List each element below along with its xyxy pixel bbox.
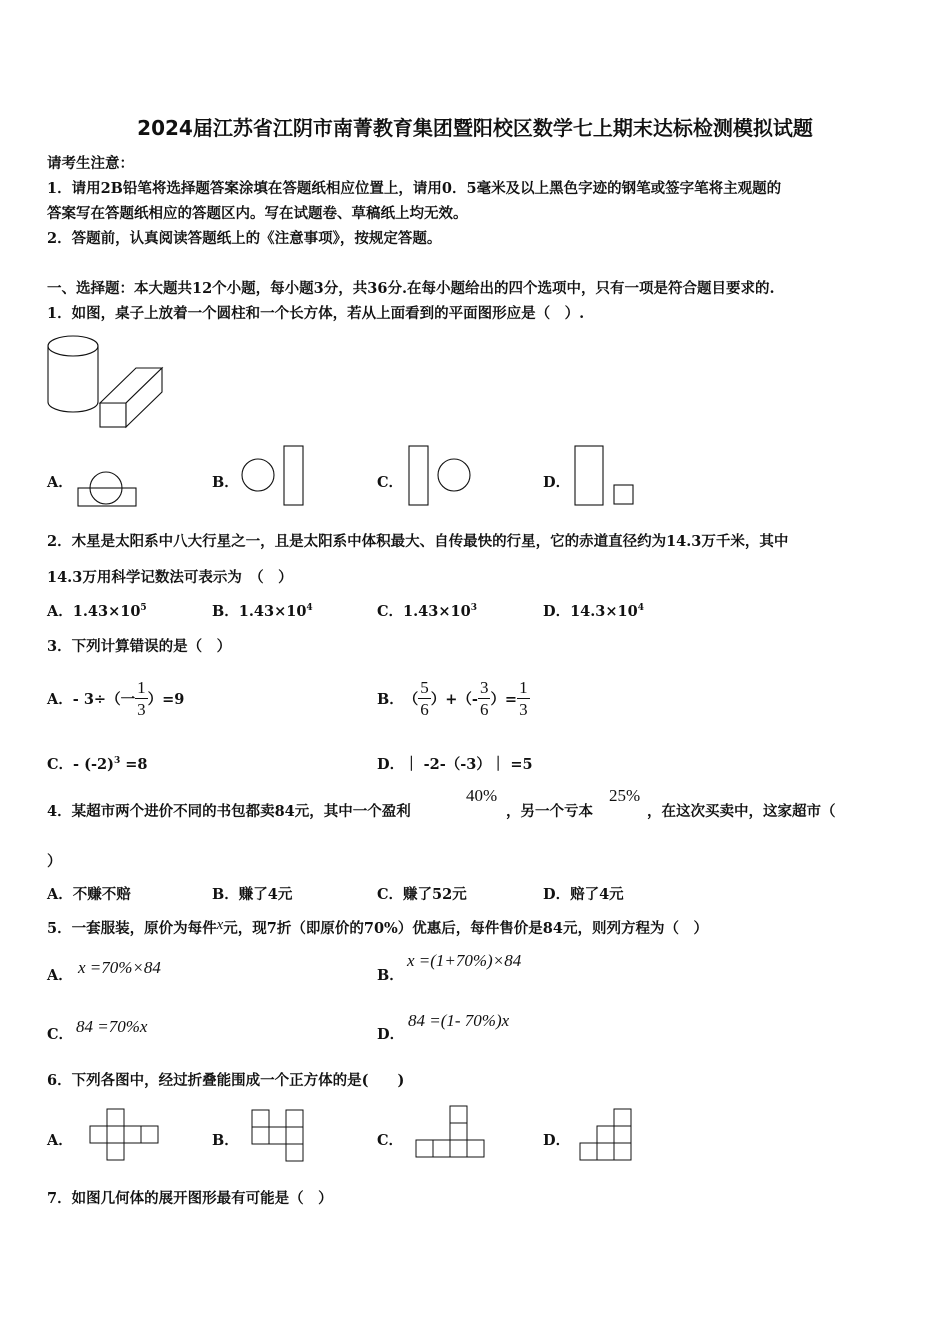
- q6-text: 6．下列各图中，经过折叠能围成一个正方体的是( ): [47, 1072, 405, 1089]
- q2-option-b-base: 1.43×10: [238, 603, 307, 620]
- q3-option-a[interactable]: [47, 668, 184, 728]
- q2-option-a-label: A．: [47, 603, 73, 620]
- q6-option-b-label[interactable]: B．: [212, 1132, 239, 1149]
- q2-option-c[interactable]: [377, 600, 477, 621]
- q2-option-b-exp: 4: [306, 603, 313, 614]
- q5-option-d-label[interactable]: D．: [377, 1026, 405, 1043]
- q1-option-b-label[interactable]: B．: [212, 474, 239, 491]
- q3-option-b-d3: 3: [519, 699, 528, 719]
- q2-option-a-base: 1.43×10: [72, 603, 141, 620]
- q3-option-b-p1: （: [403, 690, 419, 708]
- notice-line-1: 1．请用2B铅笔将选择题答案涂填在答题纸相应位置上，请用0．5毫米及以上黑色字迹的钢笔或签字笔将主观题的: [47, 180, 782, 197]
- q2-option-c-base: 1.43×10: [403, 603, 471, 620]
- q3-option-a-label: A．: [47, 690, 73, 708]
- q3-option-c-pre: - (-2): [73, 756, 114, 773]
- section-heading: 一、选择题：本大题共12个小题，每小题3分，共36分.在每小题给出的四个选项中，只有一项是符合题目要求的.: [47, 280, 775, 297]
- q4-text-close: ）: [47, 853, 62, 870]
- q1-option-d-label[interactable]: D．: [543, 474, 571, 491]
- q3-option-d-text: ｜ -2-（-3）｜ =5: [404, 756, 533, 773]
- q2-option-b[interactable]: [212, 600, 313, 621]
- q5-variable: x: [216, 917, 224, 933]
- q6-option-d-net: [0, 0, 1, 1]
- q3-option-b-d1: 6: [420, 699, 429, 719]
- q4-percent-1: 40%: [466, 786, 498, 805]
- q2-option-d[interactable]: [543, 600, 644, 621]
- q5-text: [47, 917, 708, 938]
- q4-percent-2: 25%: [609, 786, 641, 805]
- q3-option-a-fraction: [135, 679, 148, 718]
- q2-option-d-base: 14.3×10: [570, 603, 638, 620]
- q5-option-a-expr: x =70%×84: [78, 958, 161, 977]
- q3-option-b-fraction-2: [478, 679, 491, 718]
- q2-line-2: 14.3万用科学记数法可表示为 （ ）: [47, 569, 293, 586]
- q3-option-b[interactable]: [377, 668, 530, 728]
- notice-line-2: 答案写在答题纸相应的答题区内。写在试题卷、草稿纸上均无效。: [47, 205, 468, 222]
- q6-option-a-label[interactable]: A．: [47, 1132, 73, 1149]
- q1-option-c-label[interactable]: C．: [377, 474, 404, 491]
- q2-option-d-label: D．: [543, 603, 571, 620]
- q5-option-b-expr: x =(1+70%)×84: [407, 951, 522, 970]
- q3-option-c-post: =8: [120, 756, 148, 773]
- q3-option-c-label: C．: [47, 756, 74, 773]
- q5-text-pre: 5．一套服装，原价为每件: [47, 920, 217, 937]
- q2-option-a-exp: 5: [140, 603, 147, 614]
- q2-option-b-label: B．: [212, 603, 239, 620]
- q1-option-a-label[interactable]: A．: [47, 474, 73, 491]
- q5-option-b-label[interactable]: B．: [377, 967, 404, 984]
- q3-option-b-fraction-3: [517, 679, 530, 718]
- q3-option-b-fraction-1: [418, 679, 431, 718]
- q3-option-b-p2: ）+（-: [430, 690, 478, 708]
- q3-option-b-d2: 6: [479, 699, 489, 719]
- q4-text-mid: ，另一个亏本: [506, 803, 593, 820]
- q5-option-c-expr: 84 =70%x: [76, 1017, 148, 1036]
- q6-option-c-label[interactable]: C．: [377, 1132, 404, 1149]
- q7-text: 7．如图几何体的展开图形最有可能是（ ）: [47, 1190, 333, 1207]
- q4-option-a[interactable]: A．不赚不赔: [47, 886, 131, 903]
- q4-option-b[interactable]: B．赚了4元: [212, 886, 293, 903]
- q3-option-b-n1: 5: [420, 677, 429, 697]
- q4-text-pre: 4．某超市两个进价不同的书包都卖84元，其中一个盈利: [47, 803, 411, 820]
- q3-text: 3．下列计算错误的是（ ）: [47, 638, 232, 655]
- q3-option-a-pre: - 3÷（一: [72, 690, 136, 708]
- q6-option-d-label[interactable]: D．: [543, 1132, 571, 1149]
- q2-option-c-exp: 3: [470, 603, 477, 614]
- q3-option-b-label: B．: [377, 690, 404, 708]
- q1-text: 1．如图，桌子上放着一个圆柱和一个长方体，若从上面看到的平面图形应是（ ）.: [47, 305, 585, 322]
- q3-option-a-num: 1: [137, 677, 146, 697]
- q2-line-1: 2．木星是太阳系中八大行星之一，且是太阳系中体积最大、自传最快的行星，它的赤道直径约为14.3万千米，其中: [47, 533, 789, 550]
- q2-option-a[interactable]: [47, 600, 147, 621]
- q3-option-a-den: 3: [137, 699, 146, 719]
- q3-option-c[interactable]: [47, 753, 148, 774]
- q4-option-c[interactable]: C．赚了52元: [377, 886, 467, 903]
- q5-option-d-expr: 84 =(1- 70%)x: [408, 1011, 510, 1030]
- notice-line-3: 2．答题前，认真阅读答题纸上的《注意事项》，按规定答题。: [47, 230, 442, 247]
- q3-option-b-n2: 3: [479, 677, 489, 697]
- q3-option-b-n3: 1: [519, 677, 528, 697]
- q2-option-c-label: C．: [377, 603, 404, 620]
- q3-option-c-exp: 3: [113, 756, 121, 767]
- q5-text-post: 元，现7折（即原价的70%）优惠后，每件售价是84元，则列方程为（ ）: [223, 920, 708, 937]
- notice-heading: 请考生注意：: [47, 155, 134, 172]
- q5-option-a-label[interactable]: A．: [47, 967, 73, 984]
- page-title: 2024届江苏省江阴市南菁教育集团暨阳校区数学七上期末达标检测模拟试题: [137, 116, 813, 140]
- q5-option-c-label[interactable]: C．: [47, 1026, 74, 1043]
- q4-option-d[interactable]: D．赔了4元: [543, 886, 624, 903]
- q3-option-d-label: D．: [377, 756, 405, 773]
- q3-option-a-post: ）=9: [147, 690, 185, 708]
- q2-option-d-exp: 4: [637, 603, 644, 614]
- q3-option-d[interactable]: [377, 753, 533, 774]
- q4-text-post: ，在这次买卖中，这家超市（: [647, 803, 836, 820]
- q3-option-b-p3: ）=: [490, 690, 518, 708]
